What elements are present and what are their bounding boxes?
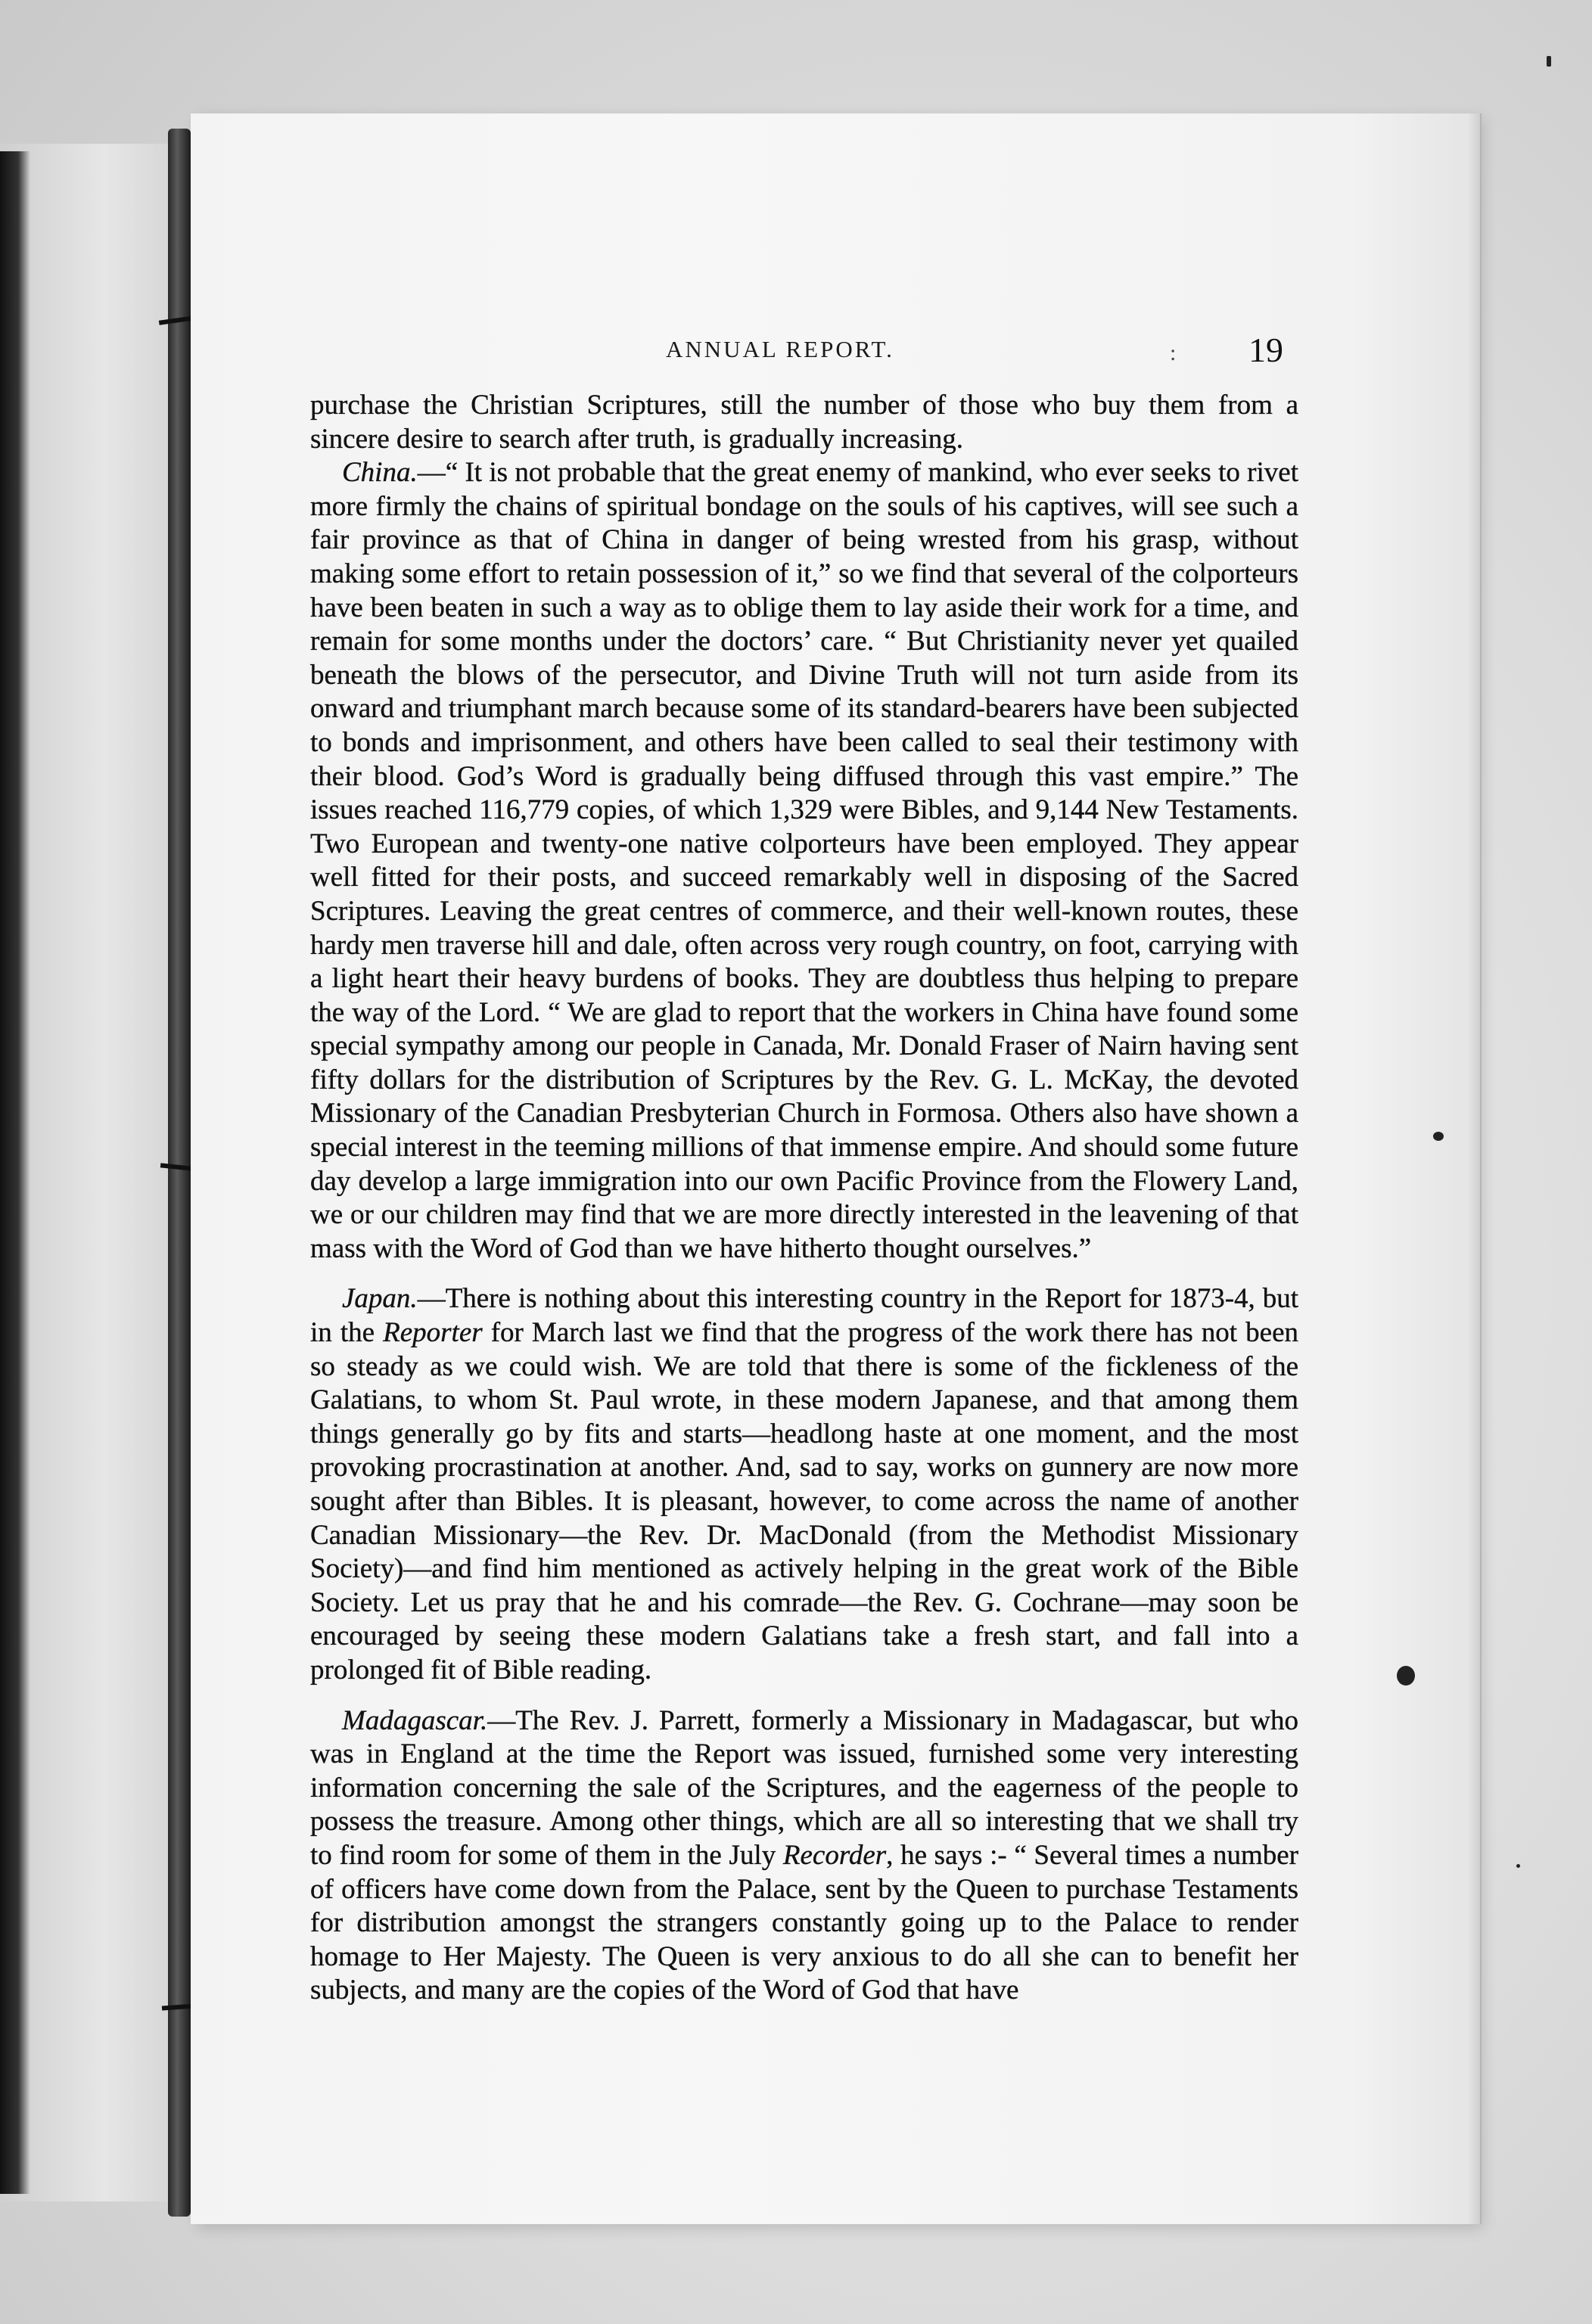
paragraph-text: —“ It is not probable that the great enemy of mankind, who ever seeks to rivet more firmly the chains of spiritual bondage on the souls of his captives, will see such a fair province as that of China in danger of being wrested from his grasp, without making some effort to retain possession of it,” so we find that several of the colporteurs have been beaten in such a way as to oblige them to lay aside their work for a time, and remain for some months under the doctors’ care. “ But Christianity never yet quailed beneath the blows of the persecutor, and Divine Truth will not turn aside from its onward and triumphant march because some of its standard-bearers have been subjected to bonds and imprisonment, and others have been called to seal their testimony with their blood. God’s Word is gradually being diffused through this vast empire.” The issues reached 116,779 copies, of which 1,329 were Bibles, and 9,144 New Testaments. Two European and twenty-one native colporteurs have been employed. They appear well fitted for their posts, and succeed remarkably well in disposing of the Sacred Scriptures. Leaving the great centres of commerce, and their well-known routes, these hardy men traverse hill and dale, often across very rough country, on foot, carrying with a light heart their heavy burdens of books. They are doubtless thus helping to prepare the way of the Lord. “ We are glad to report that the workers in China have found some special sympathy among our people in Canada, Mr. Donald Fraser of Nairn having sent fifty dollars for the distribution of Scriptures by the Rev. G. L. McKay, the devoted Missionary of the Canadian Presbyterian Church in Formosa. Others also have shown a special interest in the teeming millions of that immense empire. And should some future day develop a large immigration into our own Pacific Province from the Flowery Land, we or our children may find that we are more directly interested in the leavening of that mass with the Word of God than we have hitherto thought ourselves.” [310, 457, 1298, 1264]
ink-speck [1433, 1132, 1444, 1141]
paragraph-text: —There is nothing about this interesting country in the Report for 1873-4, but in the [310, 1283, 1298, 1349]
paragraph-text: , he says :- “ Several times a number of officers have come down from the Palace, sent by the Queen to purchase Testaments for distribution amongst the strangers constantly going up to the Palace to render homage to Her Majesty. The Queen is very anxious to do all she can to benefit her subjects, and many are the copies of the Word of God that have [310, 1839, 1298, 2006]
running-title: ANNUAL REPORT. [666, 336, 894, 362]
section-lead-japan: Japan. [342, 1283, 418, 1315]
ink-speck [1547, 56, 1551, 67]
header-marker: : [1170, 340, 1177, 365]
paragraph-text: for March last we find that the progress of the work there has not been so steady as we could wish. We are told that there is some of the fickleness of the Galatians, to whom St. Paul wrote, in these modern Japanese, and that among them things generally go by fits and starts—headlong haste at one moment, and the most provoking procrastination at another. And, sad to say, works on gunnery are now more sought after than Bibles. It is pleasant, however, to come across the name of another Canadian Missionary—the Rev. Dr. MacDonald (from the Methodist Missionary Society)—and find him mentioned as actively helping in the great work of the Bible Society. Let us pray that he and his comrade—the Rev. G. Cochrane—may soon be encouraged by seeing these modern Galatians take a fresh start, and fall into a prolonged fit of Bible reading. [310, 1317, 1298, 1686]
paragraph-text: —The Rev. J. Parrett, formerly a Missionary in Madagascar, but who was in England at the time the Report was issued, furnished some very interesting information concerning the sale of the Scriptures, and the eagerness of the people to possess the treasure. Among other things, which are all so interesting that we shall try to find room for some of them in the July [310, 1704, 1298, 1871]
paragraph-madagascar [310, 1704, 1298, 2008]
periodical-title: Recorder [782, 1839, 887, 1871]
section-lead-china: China. [342, 457, 418, 489]
paragraph-continued [310, 389, 1298, 456]
periodical-title: Reporter [383, 1317, 483, 1349]
ink-speck [1397, 1666, 1415, 1686]
paragraph-japan [310, 1282, 1298, 1687]
dark-scan-border [0, 151, 30, 2194]
book-binding-gutter [168, 129, 191, 2217]
page-number: 19 [1248, 331, 1283, 369]
paragraph-text: purchase the Christian Scriptures, still the number of those who buy them from a sincere desire to search after truth, is gradually increasing. [310, 390, 1298, 455]
page-edge-shadow [1466, 113, 1482, 2224]
page-body [310, 389, 1298, 2008]
section-lead-madagascar: Madagascar. [342, 1704, 488, 1736]
ink-speck [1516, 1864, 1520, 1868]
paragraph-china [310, 456, 1298, 1266]
